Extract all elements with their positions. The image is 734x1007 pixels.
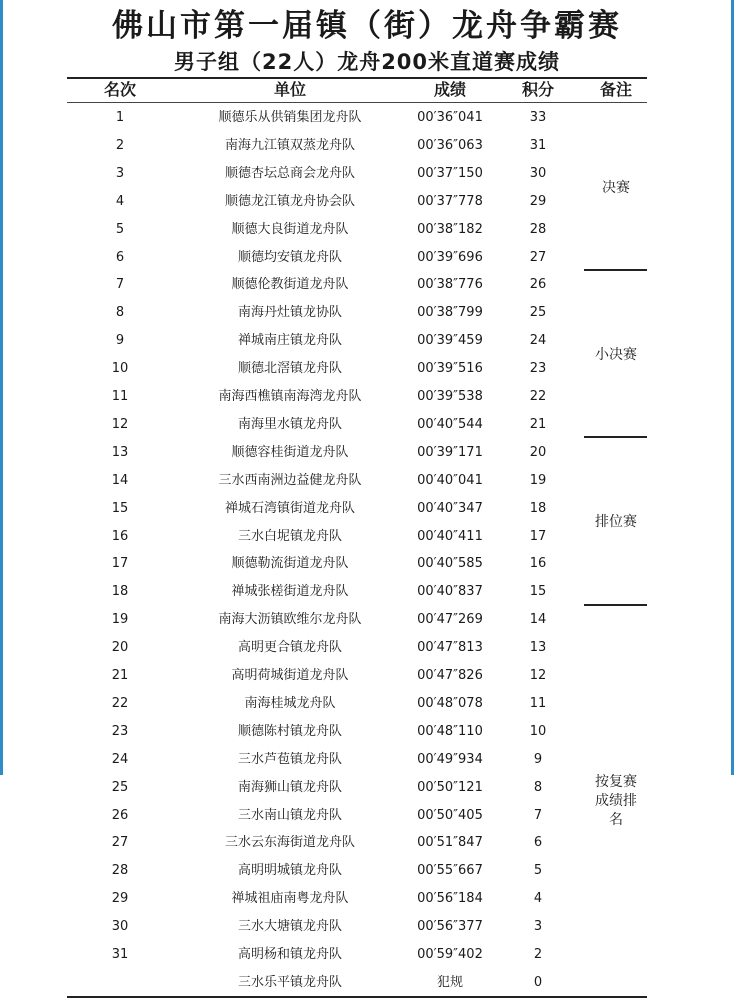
points-cell: 24 [529,333,547,349]
score-cell: 00′40″544 [417,416,483,432]
rank-cell: 29 [111,891,129,907]
score-cell: 00′36″041 [417,110,483,125]
table-row [0,746,734,774]
rank-cell: 20 [111,640,129,656]
score-cell: 00′37″150 [417,165,483,181]
table-row [0,383,734,411]
table-row [0,411,734,439]
table-row [0,550,734,578]
rank-cell: 2 [115,137,125,153]
rank-cell: 21 [111,668,129,683]
header-score: 成绩 [433,80,466,99]
points-cell: 21 [529,416,547,432]
score-cell: 00′56″377 [417,919,483,935]
unit-cell: 三水芦苞镇龙舟队 [237,751,342,767]
table-row [0,132,734,160]
rank-cell: 19 [111,612,129,628]
points-cell: 29 [529,193,547,209]
table-bottom-rule [67,996,647,998]
table-row [0,718,734,746]
score-cell: 00′55″667 [417,863,483,879]
table-row [0,857,734,885]
rank-cell: 13 [111,444,129,460]
table-row [0,662,734,690]
unit-cell: 南海狮山镇龙舟队 [237,779,342,795]
unit-cell: 南海里水镇龙舟队 [237,416,342,432]
header-unit: 单位 [273,80,306,99]
unit-cell: 禅城南庄镇龙舟队 [237,333,342,349]
unit-cell: 顺德大良街道龙舟队 [231,221,349,237]
unit-cell: 禅城祖庙南粤龙舟队 [231,891,349,907]
table-row [0,244,734,272]
note-placement: 排位赛 [595,514,637,530]
rank-cell: 9 [115,333,125,349]
rank-cell: 26 [111,807,129,823]
unit-cell: 顺德北滘镇龙舟队 [237,361,342,377]
rank-cell: 25 [111,779,129,795]
score-cell: 00′39″459 [417,333,483,349]
unit-cell: 高明荷城街道龙舟队 [231,668,349,683]
table-row [0,578,734,606]
score-cell: 00′40″585 [417,556,483,572]
unit-cell: 三水云东海街道龙舟队 [224,835,355,851]
rank-cell: 23 [111,723,129,739]
points-cell: 22 [529,389,547,404]
table-row [0,634,734,662]
rank-cell: 4 [115,193,125,209]
group-separator [584,269,647,271]
score-cell: 犯规 [436,974,463,990]
score-cell: 00′38″799 [417,305,483,321]
score-cell: 00′51″847 [417,835,483,851]
unit-cell: 高明明城镇龙舟队 [237,863,342,879]
points-cell: 4 [533,891,543,907]
points-cell: 17 [529,528,547,544]
unit-cell: 顺德乐从供销集团龙舟队 [218,110,362,125]
rank-cell: 10 [111,361,129,377]
points-cell: 6 [533,835,543,851]
note-small-final: 小决赛 [595,347,637,363]
score-cell: 00′38″182 [417,221,483,237]
score-cell: 00′39″516 [417,361,483,377]
score-cell: 00′38″776 [417,277,483,293]
rank-cell: 12 [111,416,129,432]
score-cell: 00′39″538 [417,389,483,404]
unit-cell: 南海西樵镇南海湾龙舟队 [218,389,362,404]
unit-cell: 顺德均安镇龙舟队 [237,249,342,265]
score-cell: 00′59″402 [417,947,483,962]
points-cell: 27 [529,249,547,265]
unit-cell: 三水乐平镇龙舟队 [237,974,342,990]
header-note: 备注 [599,80,632,99]
unit-cell: 顺德杏坛总商会龙舟队 [224,165,355,181]
points-cell: 14 [529,612,547,628]
note-by-heat-line3: 名 [609,812,623,828]
page-subtitle: 男子组（22人）龙舟200米直道赛成绩 [173,50,561,74]
group-separator [584,604,647,606]
score-cell: 00′39″171 [417,444,483,460]
score-cell: 00′50″121 [417,779,483,795]
points-cell: 28 [529,221,547,237]
header-rank: 名次 [103,80,136,99]
score-cell: 00′40″411 [417,528,483,544]
points-cell: 16 [529,556,547,572]
points-cell: 31 [529,137,547,153]
table-row [0,690,734,718]
points-cell: 18 [529,500,547,516]
score-cell: 00′48″078 [417,695,483,711]
rank-cell: 15 [111,500,129,516]
rank-cell: 14 [111,472,129,488]
table-row [0,969,734,997]
points-cell: 26 [529,277,547,293]
header-points: 积分 [521,80,554,99]
unit-cell: 南海丹灶镇龙协队 [237,305,342,321]
unit-cell: 南海桂城龙舟队 [244,695,336,711]
unit-cell: 顺德伦教街道龙舟队 [231,277,349,293]
points-cell: 8 [533,779,543,795]
unit-cell: 禅城张槎街道龙舟队 [231,584,349,600]
unit-cell: 三水白坭镇龙舟队 [237,528,342,544]
points-cell: 12 [529,668,547,683]
rank-cell: 1 [115,110,125,125]
note-by-heat-line2: 成绩排 [595,793,637,809]
page-title: 佛山市第一届镇（街）龙舟争霸赛 [112,8,622,44]
rank-cell: 30 [111,919,129,935]
score-cell: 00′37″778 [417,193,483,209]
unit-cell: 三水西南洲边益健龙舟队 [218,472,362,488]
points-cell: 19 [529,472,547,488]
score-cell: 00′47″826 [417,668,483,683]
rank-cell: 16 [111,528,129,544]
points-cell: 10 [529,723,547,739]
score-cell: 00′48″110 [417,723,483,739]
table-row [0,216,734,244]
unit-cell: 顺德容桂街道龙舟队 [231,444,349,460]
rank-cell: 17 [111,556,129,572]
score-cell: 00′40″347 [417,500,483,516]
rank-cell: 31 [111,947,129,962]
rank-cell: 28 [111,863,129,879]
score-cell: 00′36″063 [417,137,483,153]
table-row [0,913,734,941]
table-header [0,78,734,102]
rank-cell: 18 [111,584,129,600]
rank-cell: 24 [111,751,129,767]
points-cell: 15 [529,584,547,600]
unit-cell: 高明杨和镇龙舟队 [237,947,342,962]
score-cell: 00′40″837 [417,584,483,600]
table-row [0,104,734,132]
unit-cell: 南海九江镇双蒸龙舟队 [224,137,355,153]
rank-cell: 5 [115,221,125,237]
points-cell: 25 [529,305,547,321]
points-cell: 33 [529,110,547,125]
group-separator [584,436,647,438]
points-cell: 2 [533,947,543,962]
header-bottom-rule [67,102,647,103]
score-cell: 00′49″934 [417,751,483,767]
rank-cell: 22 [111,695,129,711]
unit-cell: 三水大塘镇龙舟队 [237,919,342,935]
unit-cell: 顺德陈村镇龙舟队 [237,723,342,739]
table-row [0,271,734,299]
points-cell: 13 [529,640,547,656]
points-cell: 23 [529,361,547,377]
score-cell: 00′47″269 [417,612,483,628]
rank-cell: 7 [115,277,125,293]
table-row [0,941,734,969]
rank-cell: 3 [115,165,125,181]
score-cell: 00′47″813 [417,640,483,656]
unit-cell: 顺德勒流街道龙舟队 [231,556,349,572]
rank-cell: 6 [115,249,125,265]
rank-cell: 8 [115,305,125,321]
unit-cell: 南海大沥镇欧维尔龙舟队 [218,612,362,628]
table-row [0,467,734,495]
score-cell: 00′40″041 [417,472,483,488]
note-by-heat-line1: 按复赛 [595,774,637,790]
table-row [0,439,734,467]
table-row [0,606,734,634]
unit-cell: 三水南山镇龙舟队 [237,807,342,823]
note-final: 决赛 [602,180,630,196]
table-row [0,299,734,327]
table-row [0,829,734,857]
points-cell: 11 [529,695,547,711]
rank-cell: 11 [111,389,129,404]
points-cell: 20 [529,444,547,460]
unit-cell: 顺德龙江镇龙舟协会队 [224,193,355,209]
score-cell: 00′39″696 [417,249,483,265]
points-cell: 30 [529,165,547,181]
points-cell: 9 [533,751,543,767]
points-cell: 7 [533,807,543,823]
points-cell: 3 [533,919,543,935]
points-cell: 5 [533,863,543,879]
rank-cell: 27 [111,835,129,851]
unit-cell: 高明更合镇龙舟队 [237,640,342,656]
table-row [0,885,734,913]
points-cell: 0 [533,974,543,990]
unit-cell: 禅城石湾镇街道龙舟队 [224,500,355,516]
score-cell: 00′50″405 [417,807,483,823]
score-cell: 00′56″184 [417,891,483,907]
